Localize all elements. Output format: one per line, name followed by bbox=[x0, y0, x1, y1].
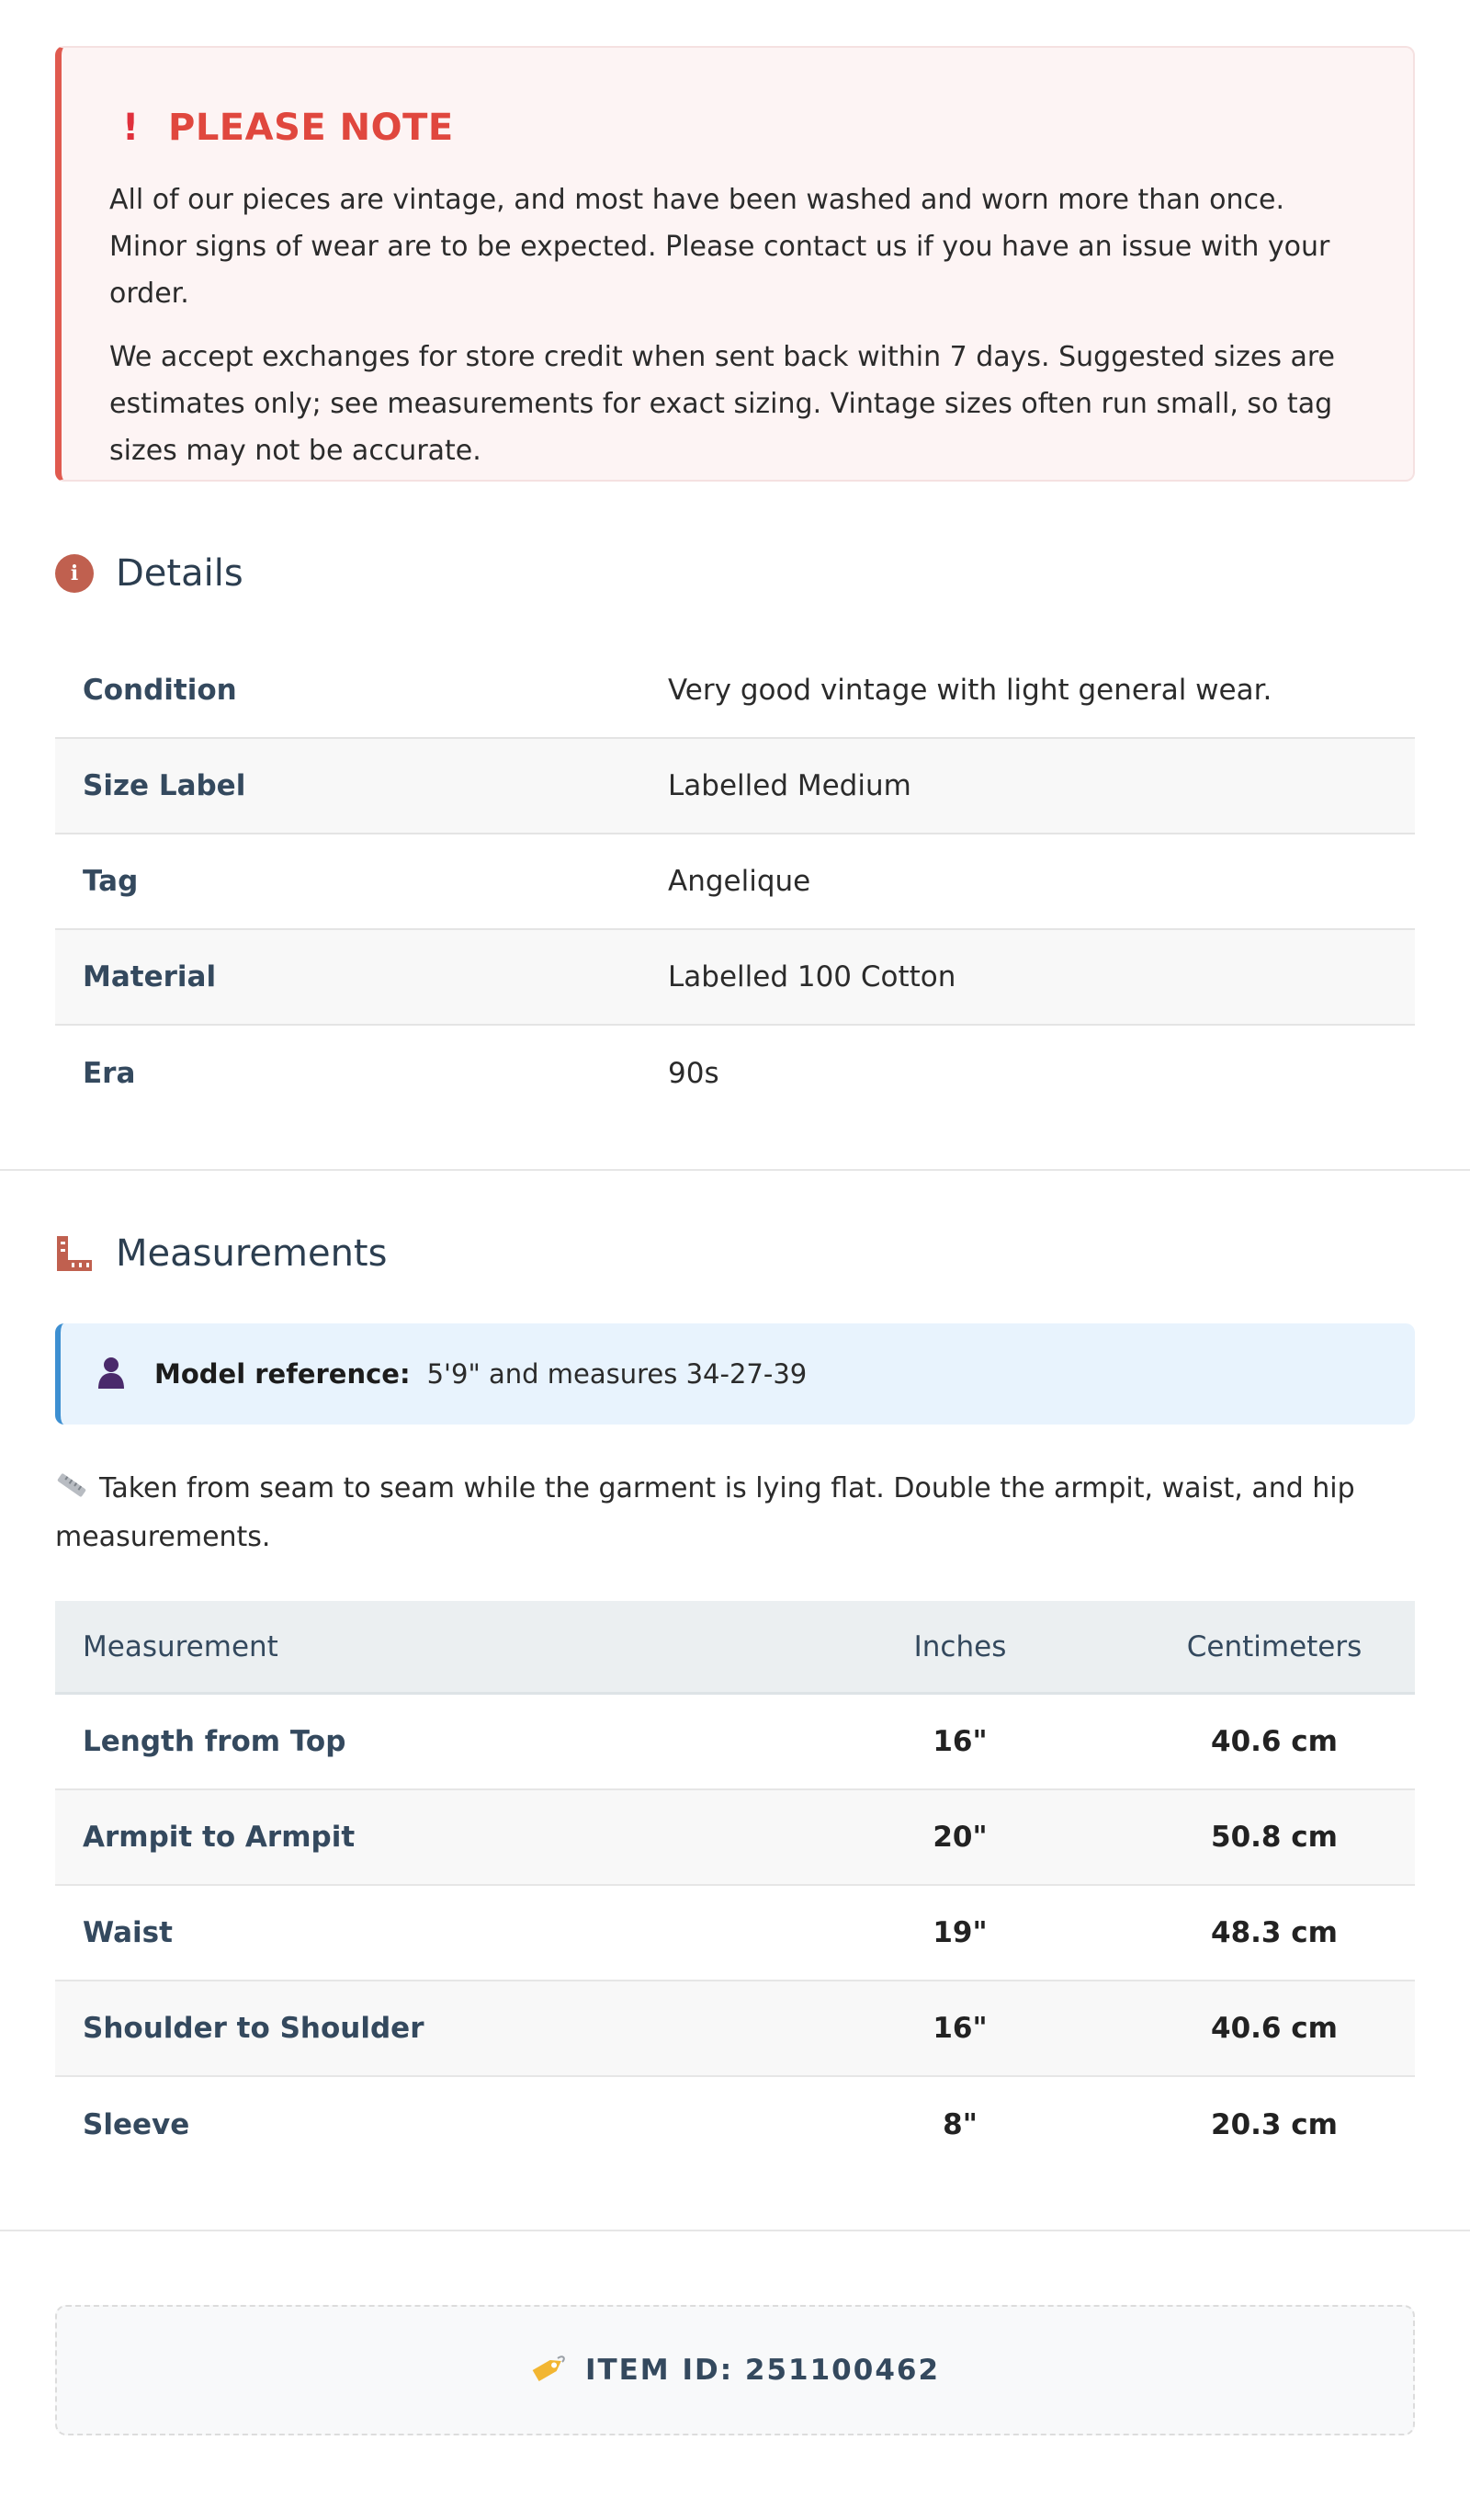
measurement-cm: 50.8 cm bbox=[1211, 1821, 1338, 1854]
measurement-inches: 16" bbox=[933, 2012, 988, 2045]
ruler-icon bbox=[55, 1234, 94, 1273]
measurement-inches: 16" bbox=[933, 1725, 988, 1758]
section-divider bbox=[0, 2230, 1470, 2231]
measurement-cm: 40.6 cm bbox=[1211, 1725, 1338, 1758]
measurement-name: Armpit to Armpit bbox=[83, 1821, 356, 1854]
details-label: Size Label bbox=[83, 769, 246, 802]
exclamation-icon: ! bbox=[122, 107, 140, 149]
details-value: Labelled 100 Cotton bbox=[668, 960, 956, 993]
section-divider bbox=[0, 1169, 1470, 1171]
table-row bbox=[55, 1886, 1415, 1981]
details-label: Tag bbox=[83, 865, 139, 898]
info-icon: i bbox=[55, 554, 94, 593]
details-header bbox=[55, 548, 1415, 599]
measurement-name: Sleeve bbox=[83, 2108, 190, 2141]
details-value: Very good vintage with light general wear. bbox=[668, 674, 1272, 707]
person-silhouette-icon bbox=[96, 1356, 154, 1392]
details-table bbox=[55, 643, 1415, 1121]
measurement-cm: 48.3 cm bbox=[1211, 1916, 1338, 1949]
column-header-measurement: Measurement bbox=[83, 1629, 278, 1663]
measurement-note bbox=[55, 1465, 1415, 1561]
ruler-icon bbox=[55, 1467, 88, 1514]
measurement-name: Shoulder to Shoulder bbox=[83, 2012, 424, 2045]
details-value: 90s bbox=[668, 1057, 719, 1090]
details-title: Details bbox=[116, 552, 243, 595]
notice-paragraph-2: We accept exchanges for store credit when sent back within 7 days. Suggested sizes are estimates only; see measurements for exact sizing. Vintage sizes often run small, so tag sizes may not be accurate. bbox=[109, 341, 1336, 467]
details-value: Labelled Medium bbox=[668, 769, 911, 802]
measurements-table bbox=[55, 1601, 1415, 2173]
notice-header bbox=[109, 105, 1365, 151]
measurement-cm: 40.6 cm bbox=[1211, 2012, 1338, 2045]
details-row bbox=[55, 930, 1415, 1026]
measurements-header bbox=[55, 1228, 1415, 1279]
details-row bbox=[55, 739, 1415, 834]
please-note-box bbox=[55, 46, 1415, 482]
item-id-box bbox=[55, 2305, 1415, 2435]
measurements-title: Measurements bbox=[116, 1232, 388, 1275]
table-row bbox=[55, 2077, 1415, 2173]
details-label: Condition bbox=[83, 674, 237, 707]
notice-paragraph-1: All of our pieces are vintage, and most have been washed and worn more than once. Minor signs of wear are to be expected. Please contact us if you have an issue with your order. bbox=[109, 184, 1330, 310]
column-header-centimeters: Centimeters bbox=[1186, 1629, 1363, 1663]
details-row bbox=[55, 834, 1415, 930]
model-reference-label: Model reference: bbox=[154, 1358, 411, 1390]
measurement-name: Waist bbox=[83, 1916, 173, 1949]
details-value: Angelique bbox=[668, 865, 811, 898]
tag-icon bbox=[530, 2353, 567, 2388]
measurement-name: Length from Top bbox=[83, 1725, 346, 1758]
table-row bbox=[55, 1695, 1415, 1790]
details-label: Material bbox=[83, 960, 217, 993]
table-header-row bbox=[55, 1601, 1415, 1695]
details-row bbox=[55, 643, 1415, 739]
measurement-note-text: Taken from seam to seam while the garment is lying flat. Double the armpit, waist, and hip measurements. bbox=[55, 1472, 1355, 1553]
table-row bbox=[55, 1790, 1415, 1886]
model-reference-box bbox=[55, 1323, 1415, 1425]
measurement-inches: 20" bbox=[933, 1821, 988, 1854]
measurement-cm: 20.3 cm bbox=[1211, 2108, 1338, 2141]
column-header-inches: Inches bbox=[913, 1629, 1007, 1663]
table-row bbox=[55, 1981, 1415, 2077]
details-label: Era bbox=[83, 1057, 136, 1090]
details-row bbox=[55, 1026, 1415, 1121]
measurement-inches: 8" bbox=[943, 2108, 978, 2141]
model-reference-value: 5'9" and measures 34-27-39 bbox=[426, 1358, 808, 1390]
measurement-inches: 19" bbox=[933, 1916, 988, 1949]
item-id-label: ITEM ID: 251100462 bbox=[584, 2354, 941, 2387]
notice-title: PLEASE NOTE bbox=[168, 107, 454, 149]
